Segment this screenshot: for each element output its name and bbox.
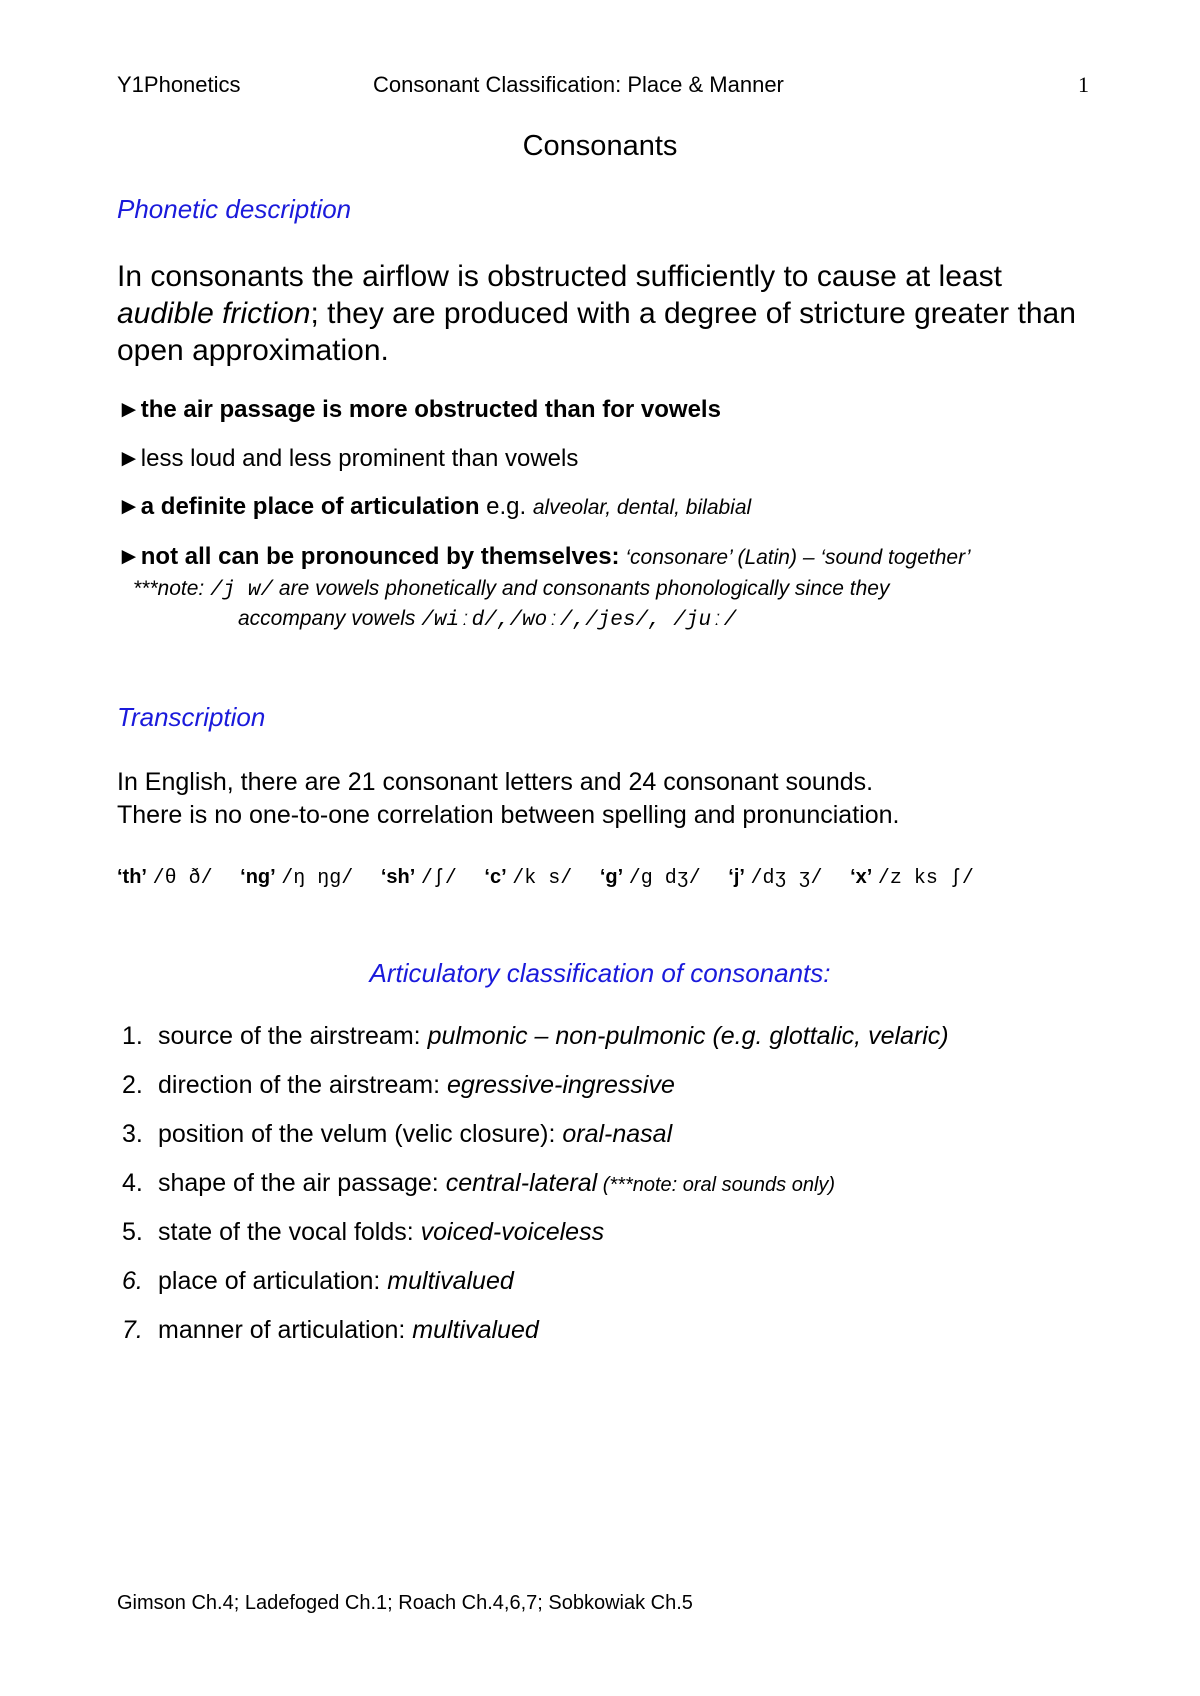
list-item: 5. state of the vocal folds: voiced-voiceless <box>122 1218 605 1246</box>
list-item: 1. source of the airstream: pulmonic – non-pulmonic (e.g. glottalic, velaric) <box>122 1022 949 1050</box>
bullet-arrow-icon: ► <box>117 445 141 472</box>
header-course: Y1Phonetics <box>117 72 241 97</box>
bullet-item: ►a definite place of articulation e.g. alveolar, dental, bilabial <box>117 493 752 520</box>
header-topic: Consonant Classification: Place & Manner <box>373 72 784 97</box>
list-item: 4. shape of the air passage: central-lateral (***note: oral sounds only) <box>122 1169 836 1197</box>
transcription-line: In English, there are 21 consonant letters and 24 consonant sounds. <box>117 768 874 796</box>
list-item: 3. position of the velum (velic closure): oral-nasal <box>122 1120 673 1148</box>
bullet-item: ►the air passage is more obstructed than for vowels <box>117 396 721 423</box>
spelling-sound-list <box>117 866 996 890</box>
list-item: 2. direction of the airstream: egressive-ingressive <box>122 1071 675 1099</box>
section-heading-phonetic-description: Phonetic description <box>117 194 352 224</box>
bullet-arrow-icon: ► <box>117 493 141 520</box>
intro-paragraph: In consonants the airflow is obstructed sufficiently to cause at least audible friction; they are produced with a degree of stricture greater than open approximation. <box>117 260 1076 367</box>
page-title: Consonants <box>522 130 678 162</box>
bullet-arrow-icon: ► <box>117 396 141 423</box>
spelling-item: ‘g’ /g dʒ/ <box>599 866 701 890</box>
section-heading-transcription: Transcription <box>117 702 266 732</box>
list-item: 6. place of articulation: multivalued <box>122 1267 514 1295</box>
spelling-item: ‘j’ /dʒ ʒ/ <box>728 866 823 890</box>
page-number: 1 <box>1078 72 1089 97</box>
transcription-line: There is no one-to-one correlation between spelling and pronunciation. <box>117 801 900 829</box>
spelling-item: ‘th’ /θ ð/ <box>117 866 213 890</box>
list-item: 7. manner of articulation: multivalued <box>122 1316 539 1344</box>
note-line: ***note: /j w/ are vowels phonetically and consonants phonologically since they <box>133 577 890 602</box>
footer-references: Gimson Ch.4; Ladefoged Ch.1; Roach Ch.4,6,7; Sobkowiak Ch.5 <box>117 1592 693 1614</box>
section-heading-articulatory-classification: Articulatory classification of consonants: <box>369 958 831 988</box>
spelling-item: ‘c’ /k s/ <box>484 866 573 890</box>
spelling-item: ‘sh’ /ʃ/ <box>380 866 457 890</box>
spelling-item: ‘ng’ /ŋ ŋg/ <box>240 866 354 890</box>
spelling-item: ‘x’ /z ks ʃ/ <box>850 866 974 890</box>
note-line: accompany vowels /wiːd/,/woː/,/jes/, /juː/ <box>238 607 737 632</box>
bullet-item: ►less loud and less prominent than vowels <box>117 445 579 472</box>
bullet-arrow-icon: ► <box>117 543 141 570</box>
bullet-item: ►not all can be pronounced by themselves: ‘consonare’ (Latin) – ‘sound together’ <box>117 543 971 570</box>
